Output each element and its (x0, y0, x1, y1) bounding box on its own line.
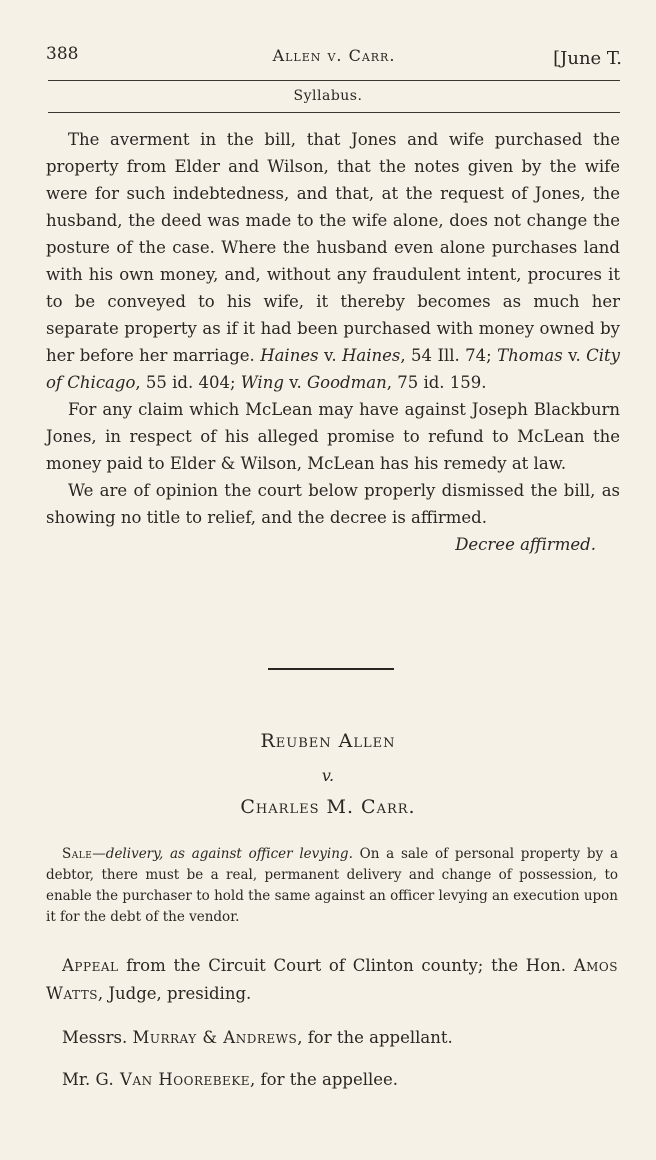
running-title: Allen v. Carr. (272, 46, 396, 65)
case-divider (268, 668, 394, 670)
citation-name: Goodman (307, 373, 387, 392)
citation-name: Thomas (497, 346, 563, 365)
decree-line: Decree affirmed. (455, 535, 596, 554)
appeal-statement (46, 952, 618, 1008)
headnote-topic: Sale (62, 846, 93, 862)
paragraph-1 (46, 126, 620, 396)
appeal-lead: Appeal (62, 956, 119, 975)
headnote-subtopic: —delivery, as against officer levying. (92, 846, 353, 862)
citation-v: v. (283, 373, 307, 392)
citation-ref: , 75 id. 159. (386, 373, 487, 392)
counsel-appellee (62, 1070, 618, 1089)
section-rule (48, 112, 620, 113)
citation-name: Wing (240, 373, 284, 392)
page-number: 388 (46, 44, 79, 64)
citation-v: v. (562, 346, 587, 365)
header-rule (48, 80, 620, 81)
section-label: Syllabus. (293, 88, 363, 104)
citation-ref: , 54 Ill. 74; (400, 346, 498, 365)
counsel-suffix: , for the appellant. (297, 1028, 453, 1047)
citation-ref: , 55 id. 404; (135, 373, 241, 392)
counsel-appellant (62, 1028, 618, 1047)
appellee-name: Charles M. Carr. (240, 796, 416, 818)
paragraph-1-text: The averment in the bill, that Jones and wife purchased the property from Elder and Wilson, that the notes given by the wife were for such indebtedness, and that, at the request of Jones, the husband, the deed was made to the wife alone, does not change the posture of the case. Where the husband even alone purchases land with his own money, and, without any fraudulent intent, procures it to be conveyed to his wife, it thereby becomes as much her separate property as if it had been purchased with money owned by her before her marriage. (46, 130, 620, 365)
citation-name: Haines (342, 346, 401, 365)
counsel-names: Murray & Andrews (132, 1028, 298, 1047)
versus: v. (321, 766, 335, 785)
appellant-name: Reuben Allen (260, 730, 396, 752)
counsel-names: G. Van Hoorebeke (95, 1070, 251, 1089)
headnote-text: On a sale of personal property by a debtor, there must be a real, permanent delivery and change of possession, to enable the purchaser to hold the same against an officer levying an execution upon it for the debt of the vendor. (46, 846, 618, 925)
citation-name: Haines (260, 346, 319, 365)
counsel-prefix: Messrs. (62, 1028, 133, 1047)
appeal-text: , Judge, presiding. (97, 984, 252, 1003)
headnote (46, 844, 618, 928)
paragraph-2: For any claim which McLean may have against Joseph Blackburn Jones, in respect of his alleged promise to refund to McLean the money paid to Elder & Wilson, McLean has his remedy at law. (46, 400, 620, 473)
running-header (44, 42, 624, 78)
paragraph-3: We are of opinion the court below properly dismissed the bill, as showing no title to relief, and the decree is affirmed. (46, 481, 620, 527)
citation-v: v. (318, 346, 342, 365)
judge-name: Amos Watts (46, 956, 618, 1003)
citation-name: City of Chicago (46, 346, 620, 392)
appeal-text: from the Circuit Court of Clinton county; the Hon. (118, 956, 574, 975)
counsel-prefix: Mr. (62, 1070, 96, 1089)
counsel-suffix: , for the appellee. (250, 1070, 399, 1089)
opinion-text (46, 126, 620, 558)
term-label: [June T. (553, 48, 622, 69)
